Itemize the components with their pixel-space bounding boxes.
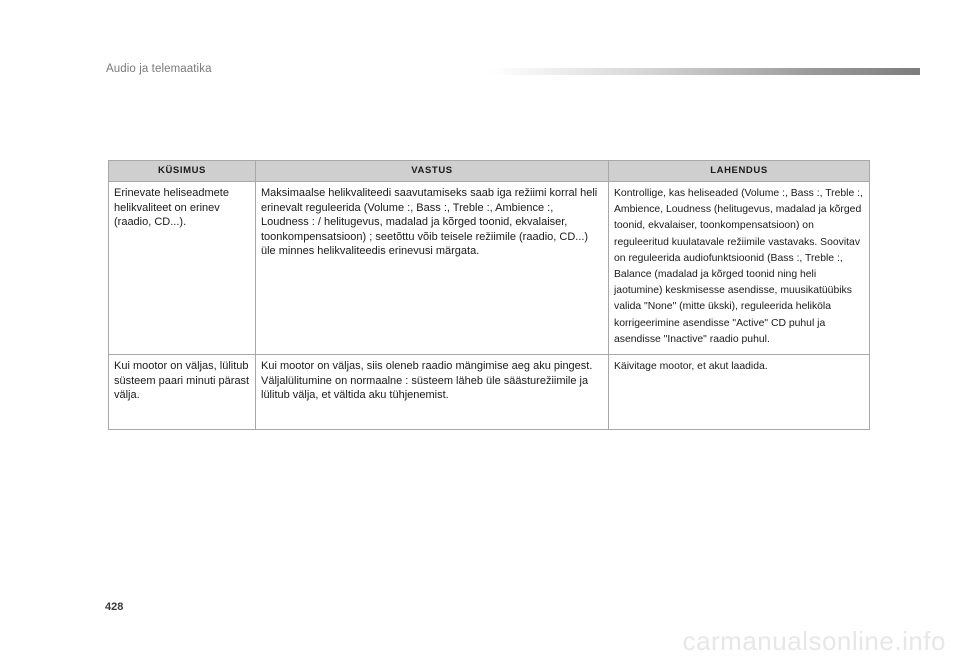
column-header-answer: VASTUS [256,161,609,182]
troubleshooting-table [108,160,870,430]
table-row [109,182,870,355]
cell-solution: Kontrollige, kas heliseaded (Volume :, Bass :, Treble :, Ambience, Loudness (helitugevus, madalad ja kõrged toonid, ekvalaiser, toonkompensatsioon) on reguleeritud kuulatavale režiimile vastavaks. Soovitav on reguleerida audiofunktsioonid (Bass :, Treble :, Balance (madalad ja kõrged toonid ning heli jaotumine) keskmisesse asendisse, muusikatüübiks valida "None" (mitte ükski), reguleerida heliköla korrigeerimine asendisse "Active" CD puhul ja asendisse "Inactive" raadio puhul. [609,182,870,355]
header-gradient-bar [490,68,920,75]
cell-question: Erinevate heliseadmete helikvaliteet on erinev (raadio, CD...). [109,182,256,355]
cell-answer: Kui mootor on väljas, siis oleneb raadio mängimise aeg aku pingest. Väljalülitumine on normaalne : süsteem läheb üle säästurežiimile ja lülitub välja, et vältida aku tühjenemist. [256,355,609,430]
cell-solution: Käivitage mootor, et akut laadida. [609,355,870,430]
cell-answer: Maksimaalse helikvaliteedi saavutamiseks saab iga režiimi korral heli erinevalt reguleerida (Volume :, Bass :, Treble :, Ambience :, Loudness : / helitugevus, madalad ja kõrged toonid, ekvalaiser, toonkompensatsioon) ; seetõttu võib teisele režiimile (raadio, CD...) üle minnes helikvaliteedis erinevusi märgata. [256,182,609,355]
page-number: 428 [105,601,124,613]
page-header-title: Audio ja telemaatika [106,63,212,75]
table-row [109,355,870,430]
column-header-question: KÜSIMUS [109,161,256,182]
watermark: carmanualsonline.info [682,626,946,656]
cell-question: Kui mootor on väljas, lülitub süsteem paari minuti pärast välja. [109,355,256,430]
table-header-row [109,161,870,182]
column-header-solution: LAHENDUS [609,161,870,182]
